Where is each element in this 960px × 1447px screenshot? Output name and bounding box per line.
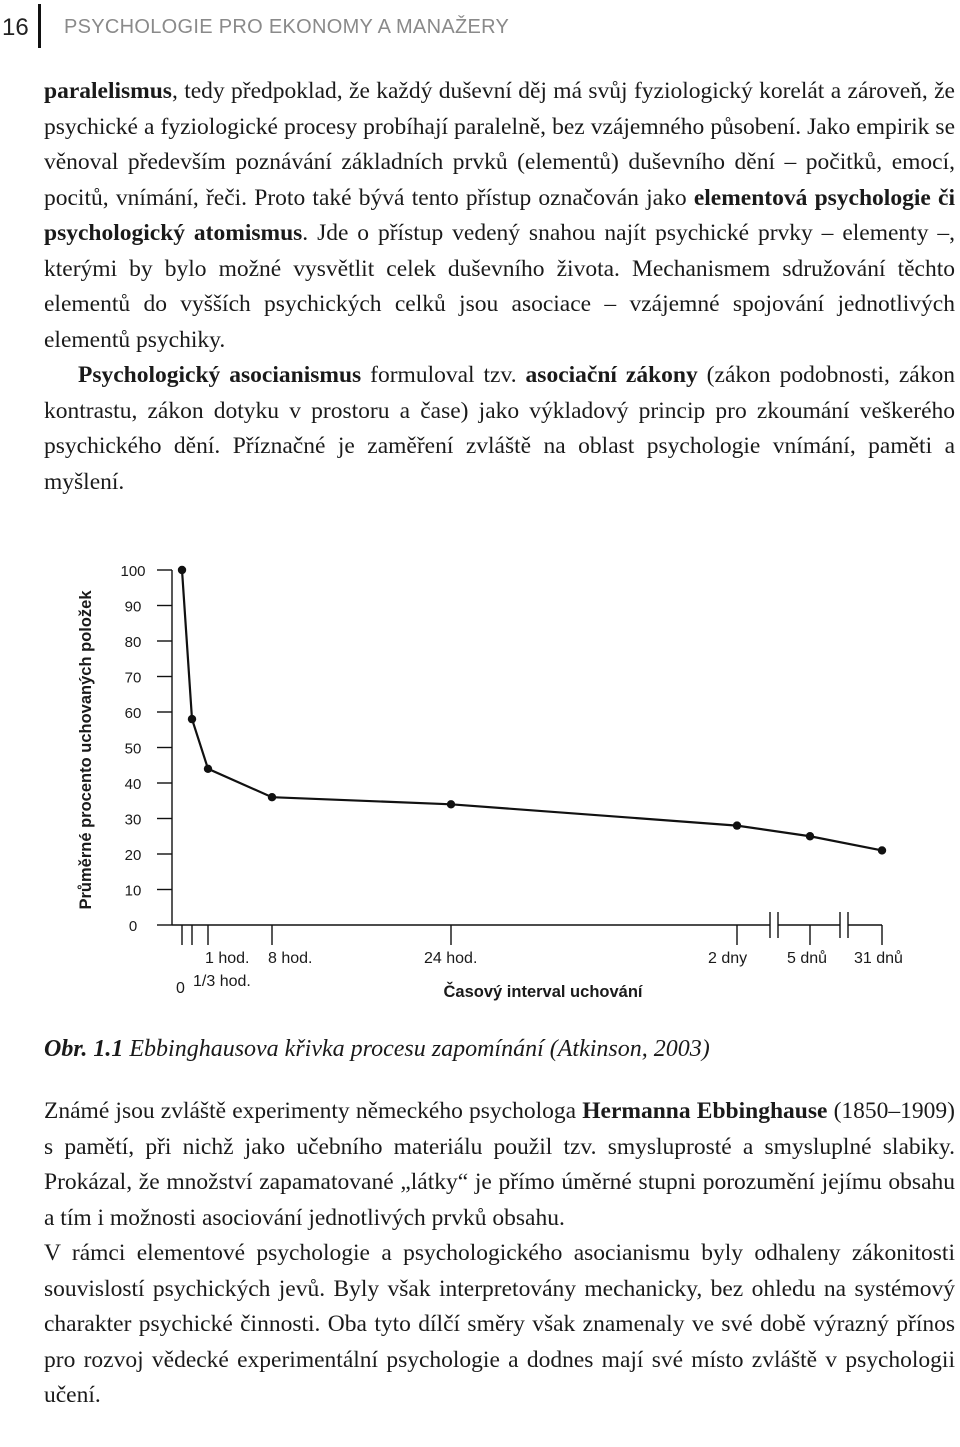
y-axis-label: Průměrné procento uchovaných položek <box>77 590 95 910</box>
name-ebbinghaus: Hermanna Ebbinghause <box>582 1098 828 1124</box>
x-tick-label: 24 hod. <box>424 950 478 967</box>
y-tick-label: 60 <box>124 705 142 722</box>
page-number: 16 <box>2 14 29 41</box>
y-tick-label: 0 <box>128 918 138 935</box>
ebbinghaus-chart <box>0 540 960 1020</box>
paragraph-text: Známé jsou zvláště experimenty německého psychologa <box>44 1098 583 1124</box>
paragraph-text: formuloval tzv. <box>361 362 526 388</box>
data-point <box>878 846 886 854</box>
page-header <box>0 0 960 56</box>
term-asociacni-zakony: asociační zákony <box>525 362 698 388</box>
term-paralelismus: paralelismus <box>44 78 172 104</box>
y-tick-label: 40 <box>124 776 142 793</box>
data-point <box>268 793 276 801</box>
data-point <box>204 765 212 773</box>
running-title: PSYCHOLOGIE PRO EKONOMY A MANAŽERY <box>64 16 510 38</box>
x-tick-label: 8 hod. <box>268 950 313 967</box>
upper-text <box>44 74 955 500</box>
data-point <box>806 832 814 840</box>
y-tick-label: 30 <box>124 811 142 829</box>
term-elementova-psychologie: elementová psychologie či psychologický atomismus <box>44 184 955 246</box>
y-tick-label: 50 <box>124 740 142 758</box>
data-point <box>188 715 196 723</box>
figure-caption <box>44 1036 710 1063</box>
x-tick-label: 5 dnů <box>787 950 828 967</box>
y-tick-label: 10 <box>124 882 142 900</box>
paragraph-text: (1850–1909) s pamětí, při nichž jako učebního materiálu použil tzv. smysluprosté a smysluplné slabiky. Prokázal, že množství zapamatované „látky“ je přímo úměrné stupni porozumění jejímu obsahu a tím i možnosti asociování jednotlivých prvků obsahu. <box>44 1098 956 1231</box>
paragraph-asocianismus <box>44 358 955 500</box>
paragraph-conclusion: V rámci elementové psychologie a psychologického asocianismu byly odhaleny zákonitosti souvislostí psychických jevů. Byly však interpretovány mechanicky, bez ohledu na systémový charakter psychické činnosti. Oba tyto dílčí směry však znamenaly ve své době výrazný přínos pro rozvoj vědecké experimentální psychologie a dodnes mají své místo zvláště v psychologii učení. <box>44 1240 955 1408</box>
header-divider <box>38 4 41 48</box>
x-tick-label: 1 hod. <box>205 950 250 967</box>
x-tick-label: 31 dnů <box>854 950 903 967</box>
x-tick-label: 2 dny <box>708 950 748 967</box>
figure-caption-text: Ebbinghausova křivka procesu zapomínání (Atkinson, 2003) <box>123 1036 710 1062</box>
data-point <box>733 821 741 829</box>
paragraph-paralelismus <box>44 74 955 358</box>
lower-text <box>44 1094 955 1414</box>
paragraph-text: (zákon podobnosti, zákon kontrastu, zákon dotyku v prostoru a čase) jako výkladový princip pro zkoumání veškerého psychického dění. Příznačné je zaměření zvláště na oblast psychologie vnímání, paměti a myšlení. <box>44 362 955 495</box>
data-point <box>447 800 455 808</box>
figure-label: Obr. 1.1 <box>44 1036 124 1062</box>
y-tick-label: 80 <box>124 634 142 651</box>
y-tick-label: 100 <box>120 563 146 580</box>
paragraph-text: , tedy předpoklad, že každý duševní děj má svůj fyziologický korelát a zároveň, že psychické a fyziologické procesy probíhají paralelně, bez vzájemného působení. Jako empirik se věnoval především poznávání základních prvků (elementů) duševního dění – počitků, emocí, pocitů, vnímání, řeči. Proto také bývá tento přístup označován jako <box>44 78 955 211</box>
term-asocianismus: Psychologický asocianismus <box>78 362 362 388</box>
x-tick-label: 0 <box>176 980 185 997</box>
y-tick-label: 90 <box>124 598 142 616</box>
x-tick-label: 1/3 hod. <box>193 973 251 990</box>
x-axis-label: Časový interval uchování <box>443 983 643 1001</box>
paragraph-ebbinghaus <box>44 1094 955 1236</box>
paragraph-text: . Jde o přístup vedený snahou najít psychické prvky – elementy –, kterými by bylo možné vysvětlit celek duševního života. Mechanismem sdružování těchto elementů do vyšších psychických celků jsou asociace – vzájemné spojování jednotlivých elementů psychiky. <box>44 220 955 353</box>
series-line <box>182 570 882 850</box>
y-tick-label: 20 <box>124 847 142 864</box>
data-point <box>178 566 186 574</box>
y-tick-label: 70 <box>124 669 142 687</box>
